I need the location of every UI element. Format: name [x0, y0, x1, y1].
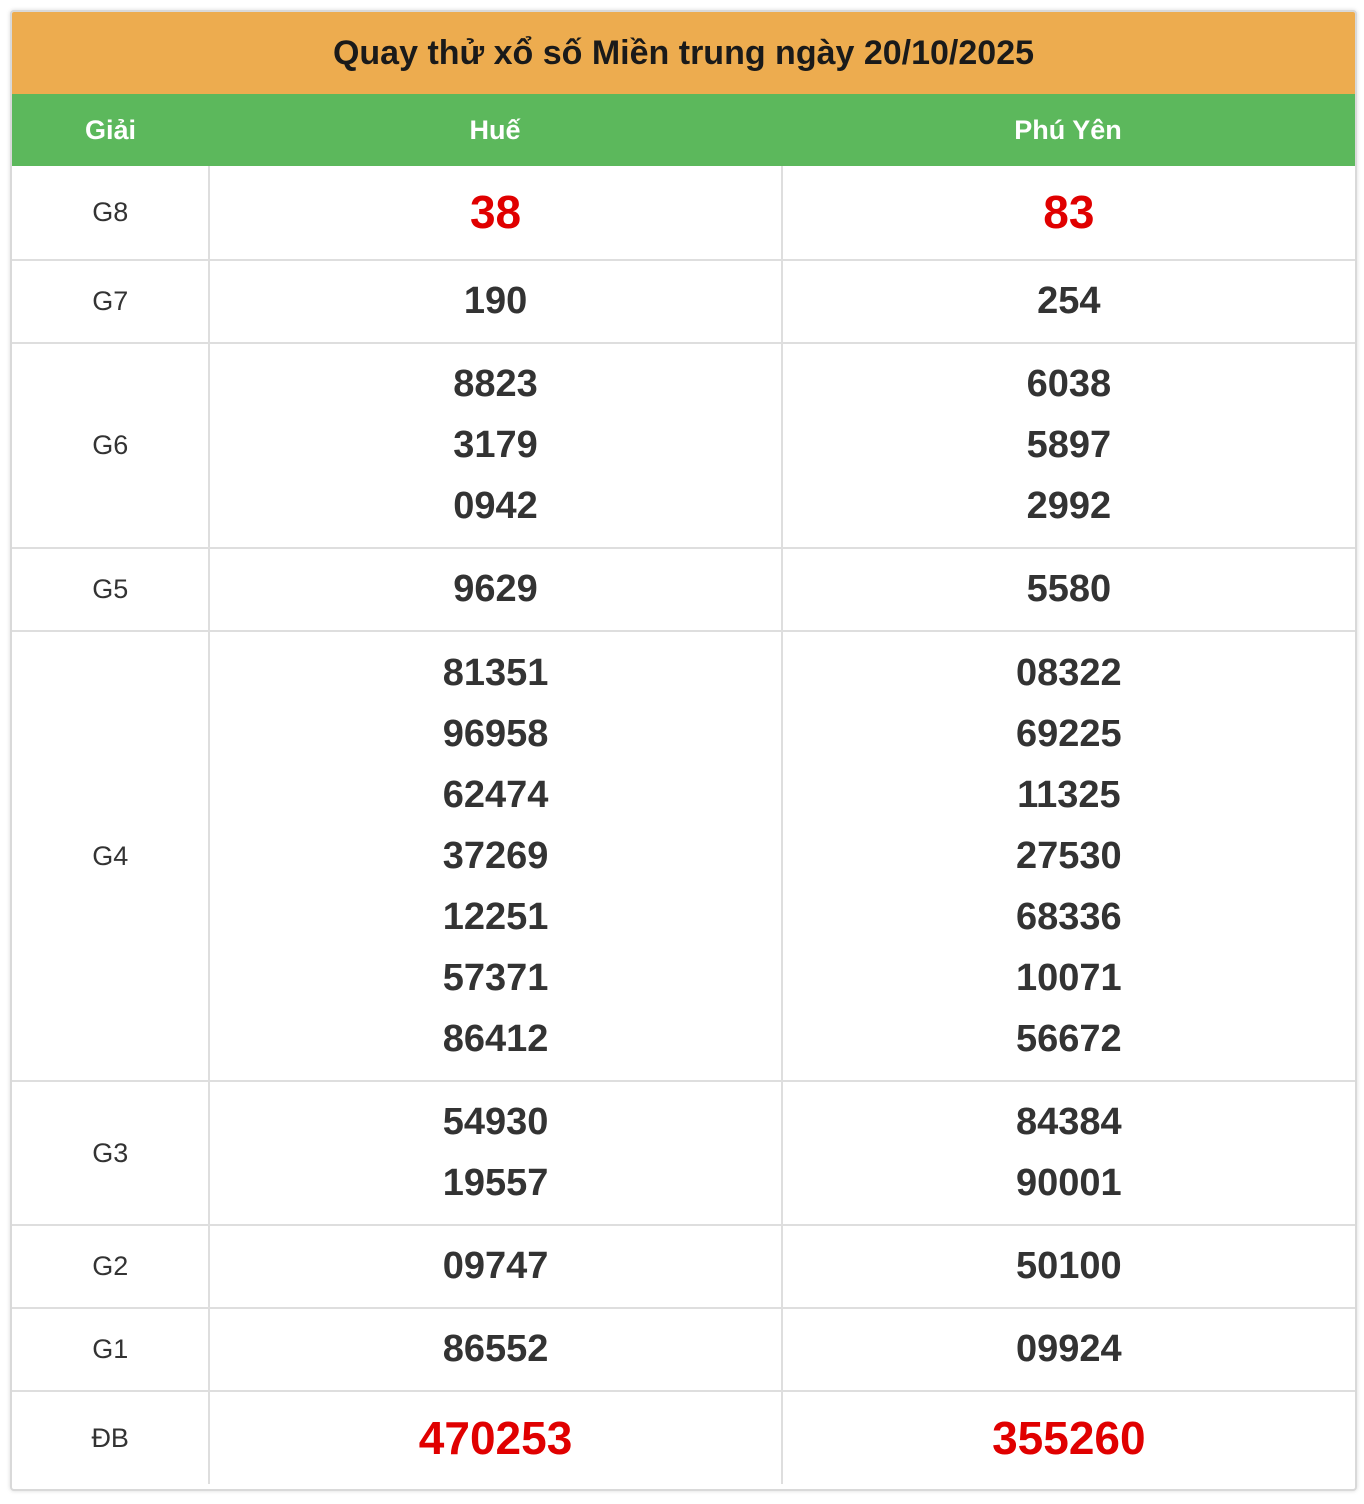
result-number: 38	[469, 186, 522, 238]
result-number: 5897	[1026, 424, 1112, 466]
result-number: 69225	[1016, 712, 1122, 755]
prize-cell	[12, 1082, 208, 1224]
result-number: 254	[1037, 280, 1101, 322]
hue-cell	[208, 1392, 780, 1484]
phu-yen-cell	[781, 1309, 1355, 1390]
prize-cell	[12, 632, 208, 1080]
prize-cell	[12, 549, 208, 630]
result-number: 19557	[442, 1162, 549, 1204]
phu-yen-cell	[781, 1226, 1355, 1307]
result-number: 3179	[453, 424, 538, 466]
result-number: 68336	[1016, 895, 1122, 938]
table-row	[12, 342, 1355, 547]
prize-label: G8	[92, 197, 129, 227]
prize-cell	[12, 344, 208, 547]
result-number: 83	[1043, 186, 1095, 238]
hue-cell	[208, 344, 780, 547]
result-number: 27530	[1016, 834, 1122, 877]
result-number: 09747	[442, 1245, 549, 1287]
prize-label: G2	[92, 1251, 129, 1281]
table-row	[12, 1390, 1355, 1484]
result-number: 96958	[442, 712, 549, 755]
header-prize: Giải	[84, 114, 137, 145]
prize-cell	[12, 166, 208, 259]
prize-label: G1	[92, 1334, 129, 1364]
table-row	[12, 1224, 1355, 1307]
prize-cell	[12, 1392, 208, 1484]
prize-label: G5	[92, 574, 129, 604]
result-number: 12251	[442, 895, 549, 938]
result-number: 84384	[1016, 1101, 1122, 1143]
hue-cell	[208, 549, 780, 630]
result-number: 62474	[442, 773, 549, 816]
special-prize-number: 470253	[418, 1411, 573, 1464]
result-number: 8823	[453, 363, 538, 405]
result-number: 86412	[442, 1017, 549, 1060]
hue-cell	[208, 1082, 780, 1224]
result-number: 86552	[442, 1328, 549, 1370]
prize-label: G3	[92, 1137, 129, 1168]
phu-yen-cell	[781, 632, 1355, 1080]
result-number: 37269	[442, 834, 549, 877]
result-number: 190	[463, 280, 528, 322]
phu-yen-cell	[781, 261, 1355, 342]
table-row	[12, 1080, 1355, 1224]
hue-cell	[208, 261, 780, 342]
table-header	[12, 94, 1355, 166]
result-number: 09924	[1016, 1328, 1122, 1370]
table-body	[12, 166, 1355, 1484]
lottery-results-table	[10, 10, 1357, 1491]
result-number: 6038	[1026, 363, 1112, 405]
header-province-hue: Huế	[469, 114, 521, 145]
result-number: 50100	[1016, 1245, 1122, 1287]
hue-cell	[208, 1226, 780, 1307]
result-number: 10071	[1016, 956, 1122, 999]
prize-label: G4	[92, 840, 129, 871]
prize-cell	[12, 1309, 208, 1390]
table-row	[12, 630, 1355, 1080]
result-number: 54930	[442, 1101, 549, 1143]
result-number: 5580	[1026, 568, 1112, 610]
result-number: 9629	[453, 568, 538, 610]
table-row	[12, 259, 1355, 342]
phu-yen-cell	[781, 1082, 1355, 1224]
result-number: 57371	[442, 956, 549, 999]
phu-yen-cell	[781, 549, 1355, 630]
result-number: 81351	[442, 651, 549, 694]
header-province-phu-yen: Phú Yên	[1014, 114, 1122, 145]
phu-yen-cell	[781, 166, 1355, 259]
phu-yen-cell	[781, 1392, 1355, 1484]
prize-cell	[12, 261, 208, 342]
prize-cell	[12, 1226, 208, 1307]
result-number: 56672	[1016, 1017, 1122, 1060]
result-number: 2992	[1026, 485, 1112, 527]
result-number: 08322	[1016, 651, 1122, 694]
table-row	[12, 1307, 1355, 1390]
hue-cell	[208, 166, 780, 259]
prize-label: G7	[92, 286, 129, 316]
result-number: 0942	[453, 485, 538, 527]
result-number: 90001	[1016, 1162, 1122, 1204]
table-row	[12, 547, 1355, 630]
phu-yen-cell	[781, 344, 1355, 547]
hue-cell	[208, 1309, 780, 1390]
prize-label: G6	[92, 430, 129, 460]
hue-cell	[208, 632, 780, 1080]
special-prize-number: 355260	[992, 1411, 1146, 1464]
page-title: Quay thử xổ số Miền trung ngày 20/10/2025	[12, 12, 1355, 94]
table-row	[12, 166, 1355, 259]
prize-label: ĐB	[91, 1422, 129, 1453]
result-number: 11325	[1017, 773, 1121, 816]
